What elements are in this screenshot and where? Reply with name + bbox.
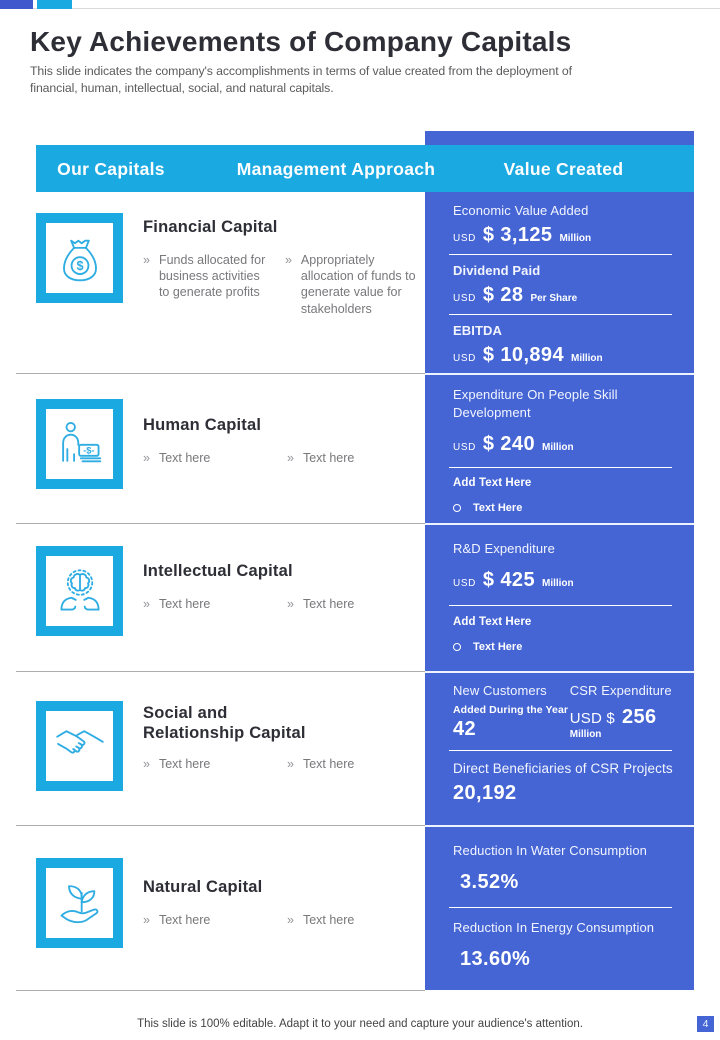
bullet-text: Text here (158, 912, 211, 927)
amount-value: $ 425 (482, 569, 535, 591)
handshake-icon (36, 701, 123, 791)
bullet-marker: » (287, 596, 294, 611)
currency-label: USD (453, 578, 476, 589)
divider (449, 467, 672, 468)
money-bag-icon (36, 213, 123, 303)
panel-human-metrics (425, 373, 694, 523)
new-customers-metric (453, 682, 570, 741)
metric-label: EBITDA (453, 323, 502, 338)
unit-label: Per Share (530, 293, 578, 304)
bullet-marker: » (284, 252, 292, 267)
table-header (36, 145, 694, 192)
metric-value (453, 344, 674, 367)
metric-value (453, 284, 674, 307)
bullet-item (143, 252, 271, 317)
metric-label: Economic Value Added (453, 203, 589, 218)
row-title: Social and Relationship Capital (143, 704, 306, 742)
row-social-relationship-capital (16, 671, 425, 825)
metric-label: Direct Beneficiaries of CSR Projects (453, 761, 673, 776)
amount-value: $ 240 (482, 433, 535, 455)
bullet-text: Appropriately allocation of funds to generate value for stakeholders (300, 252, 416, 316)
metric-big-value: 42 (453, 718, 477, 740)
top-divider (0, 8, 720, 9)
sub-bullet-label: Text Here (473, 502, 523, 514)
row-title: Human Capital (143, 416, 262, 434)
bullet-text: Text here (158, 756, 211, 771)
unit-label: Million (569, 729, 602, 740)
footer-note: This slide is 100% editable. Adapt it to your need and capture your audience's attention. (137, 1018, 583, 1030)
value-created-panel (425, 131, 694, 990)
divider (449, 605, 672, 606)
metric-value (453, 433, 674, 456)
top-accent-cyan-square (37, 0, 72, 9)
header-management-approach: Management Approach (236, 159, 436, 179)
metric-value (453, 224, 674, 247)
panel-separator (425, 671, 694, 673)
panel-separator (425, 825, 694, 827)
bullet-text: Text here (302, 756, 355, 771)
bullet-marker: » (143, 912, 150, 927)
panel-social-metrics (425, 671, 694, 825)
currency-label: USD $ (569, 710, 615, 727)
amount-value: $ 3,125 (482, 224, 553, 246)
bullet-item (143, 912, 273, 928)
bullet-marker: » (287, 450, 294, 465)
bullet-text: Text here (302, 450, 355, 465)
bullet-item (143, 596, 273, 612)
divider (449, 750, 672, 751)
bullet-text: Text here (158, 596, 211, 611)
bullet-marker: » (143, 596, 150, 611)
bullet-item (143, 756, 273, 772)
bullet-marker: » (143, 450, 150, 465)
panel-financial-metrics (425, 192, 694, 373)
metric-value (570, 706, 674, 729)
panel-intellectual-metrics (425, 523, 694, 671)
divider (449, 254, 672, 255)
add-text-label: Add Text Here (453, 477, 532, 489)
page-number-badge: 4 (697, 1016, 714, 1032)
csr-expenditure-metric (570, 682, 674, 741)
bullet-text: Text here (302, 596, 355, 611)
row-human-capital (16, 373, 425, 523)
metric-value (453, 569, 674, 592)
bullet-marker: » (287, 756, 294, 771)
amount-value: $ 10,894 (482, 344, 564, 366)
bullet-marker: » (143, 756, 150, 771)
unit-label: Million (541, 442, 574, 453)
metric-big-value: 3.52% (460, 871, 519, 893)
bullet-marker: » (287, 912, 294, 927)
row-title: Financial Capital (143, 218, 278, 236)
header-our-capitals: Our Capitals (57, 159, 165, 179)
currency-label: USD (453, 353, 476, 364)
row-title: Intellectual Capital (143, 562, 293, 580)
bullet-item (287, 596, 354, 612)
panel-separator (425, 523, 694, 525)
unit-label: Million (570, 353, 603, 364)
metric-label: Reduction In Water Consumption (453, 843, 648, 858)
amount-value: $ 28 (482, 284, 524, 306)
bullet-item (143, 450, 273, 466)
metric-label: Dividend Paid (453, 263, 541, 278)
brain-hands-icon (36, 546, 123, 636)
page-subtitle: This slide indicates the company's accomplishments in terms of value created from the deployment of financial, human, intellectual, social, and natural capitals. (30, 64, 572, 96)
table-bottom-divider (16, 990, 425, 991)
metric-label: CSR Expenditure (569, 683, 672, 698)
currency-label: USD (453, 233, 476, 244)
row-title: Natural Capital (143, 878, 263, 896)
bullet-text: Funds allocated for business activities to generate profits (158, 252, 266, 300)
metric-big-value: 13.60% (460, 948, 531, 970)
metric-big-value: 20,192 (453, 782, 517, 804)
bullet-text: Text here (158, 450, 211, 465)
sub-bullet (453, 641, 674, 653)
circle-bullet-icon (453, 504, 461, 512)
currency-label: USD (453, 293, 476, 304)
metric-sublabel: Added During the Year (453, 704, 569, 716)
bullet-item (285, 252, 423, 317)
bullet-item (287, 450, 354, 466)
circle-bullet-icon (453, 643, 461, 651)
top-accent-blue-square (0, 0, 33, 9)
metric-label: R&D Expenditure (453, 541, 555, 556)
unit-label: Million (559, 233, 592, 244)
currency-label: USD (453, 442, 476, 453)
divider (449, 314, 672, 315)
svg-text:-$-: -$- (82, 445, 95, 456)
bullet-text: Text here (302, 912, 355, 927)
amount-value: 256 (621, 706, 657, 728)
hand-sprout-icon (36, 858, 123, 948)
metric-label: Reduction In Energy Consumption (453, 920, 655, 935)
bullet-marker: » (143, 252, 150, 267)
metric-label: Expenditure On People Skill Development (453, 387, 618, 420)
row-financial-capital (16, 192, 425, 373)
bullet-item (287, 912, 354, 928)
divider (449, 907, 672, 908)
svg-text:$: $ (75, 259, 84, 274)
panel-natural-metrics (425, 825, 694, 990)
metric-label: New Customers (453, 683, 547, 698)
page-title: Key Achievements of Company Capitals (30, 26, 572, 57)
sub-bullet (453, 502, 674, 514)
person-cash-icon (36, 399, 123, 489)
add-text-label: Add Text Here (453, 616, 532, 628)
header-value-created: Value Created (503, 159, 624, 179)
bullet-item (287, 756, 354, 772)
row-natural-capital (16, 825, 425, 990)
panel-separator (425, 373, 694, 375)
sub-bullet-label: Text Here (473, 641, 523, 653)
row-intellectual-capital (16, 523, 425, 671)
unit-label: Million (541, 578, 574, 589)
